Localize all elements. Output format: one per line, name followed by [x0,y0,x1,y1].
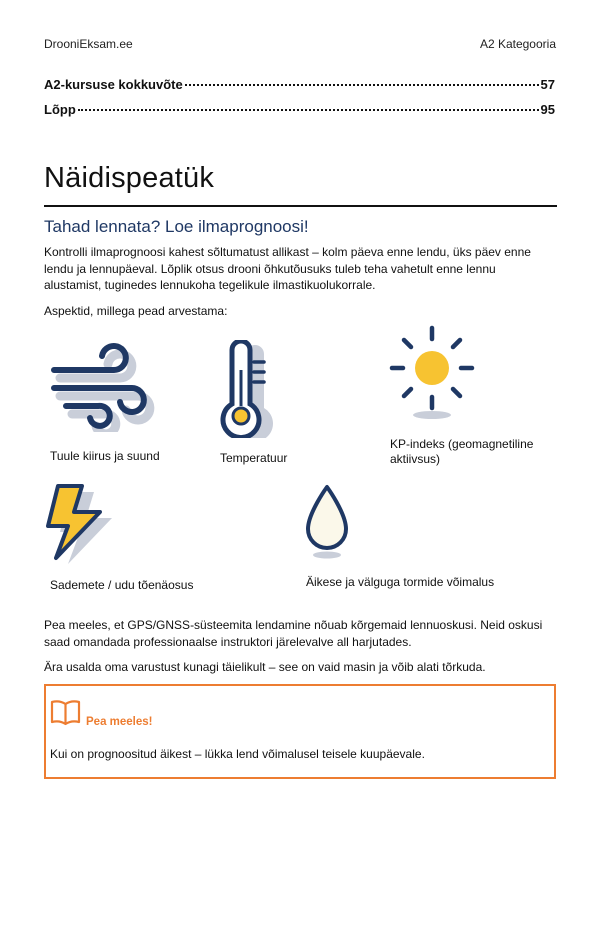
kp-index-caption [390,437,533,467]
sun-icon [386,322,478,422]
intro-line: Kontrolli ilmaprognoosi kahest sõltumatust allikast – kolm päeva enne lendu, üks päev enne [44,245,531,259]
precipitation-caption: Sademete / udu tõenäosus [50,578,194,592]
toc-entry-page: 95 [540,102,555,117]
lightning-caption: Äikese ja välguga tormide võimalus [306,575,495,589]
callout-title: Pea meeles! [86,716,153,728]
gps-line: Pea meeles, et GPS/GNSS-süsteemita lendamine nõuab kõrgemaid lennuoskusi. Neid oskusi [44,618,543,632]
lightning-icon [44,478,116,564]
toc-entry-page: 57 [540,77,555,92]
section-subtitle: Tahad lennata? Loe ilmaprognoosi! [44,217,309,236]
toc-entry[interactable] [44,102,555,120]
page-title: Näidispeatük [44,162,215,194]
site-name: DrooniEksam.ee [44,37,133,51]
temperature-caption: Temperatuur [220,451,288,465]
toc-entry-label: A2-kursuse kokkuvõte [44,77,183,92]
water-drop-icon [300,481,354,561]
thermometer-icon [214,340,274,438]
intro-paragraph [44,244,559,294]
callout-text: Kui on prognoositud äikest – lükka lend võimalusel teisele kuupäevale. [50,747,425,761]
category-label: A2 Kategooria [479,37,556,51]
gps-line: saad omandada professionaalse instruktori järelevalve all harjutades. [44,634,412,649]
wind-caption: Tuule kiirus ja suund [50,449,160,463]
intro-line: lendu ja lennupäeval. Lõplik otsus drooni õhkutõusuks tuleb teha vahetult enne lennu [44,261,496,276]
toc-leader-dots [185,84,539,86]
title-divider [44,205,557,207]
reminder-callout [44,684,556,779]
gps-paragraph [44,617,559,650]
toc-entry[interactable] [44,77,555,95]
wind-icon [44,342,164,432]
book-icon [50,699,81,726]
toc-leader-dots [78,109,539,111]
kp-caption-line: KP-indeks (geomagnetiline [390,437,534,451]
toc-entry-label: Lõpp [44,102,76,117]
aspects-intro: Aspektid, millega pead arvestama: [44,304,228,318]
intro-line: alustamist, tuginedes lennukoha tegelikule ilmastikuolukorrale. [44,278,376,292]
kp-caption-line: aktiivsus) [390,452,441,466]
trust-paragraph: Ära usalda oma varustust kunagi täielikult – see on vaid masin ja võib alati tõrkuda. [44,660,486,674]
